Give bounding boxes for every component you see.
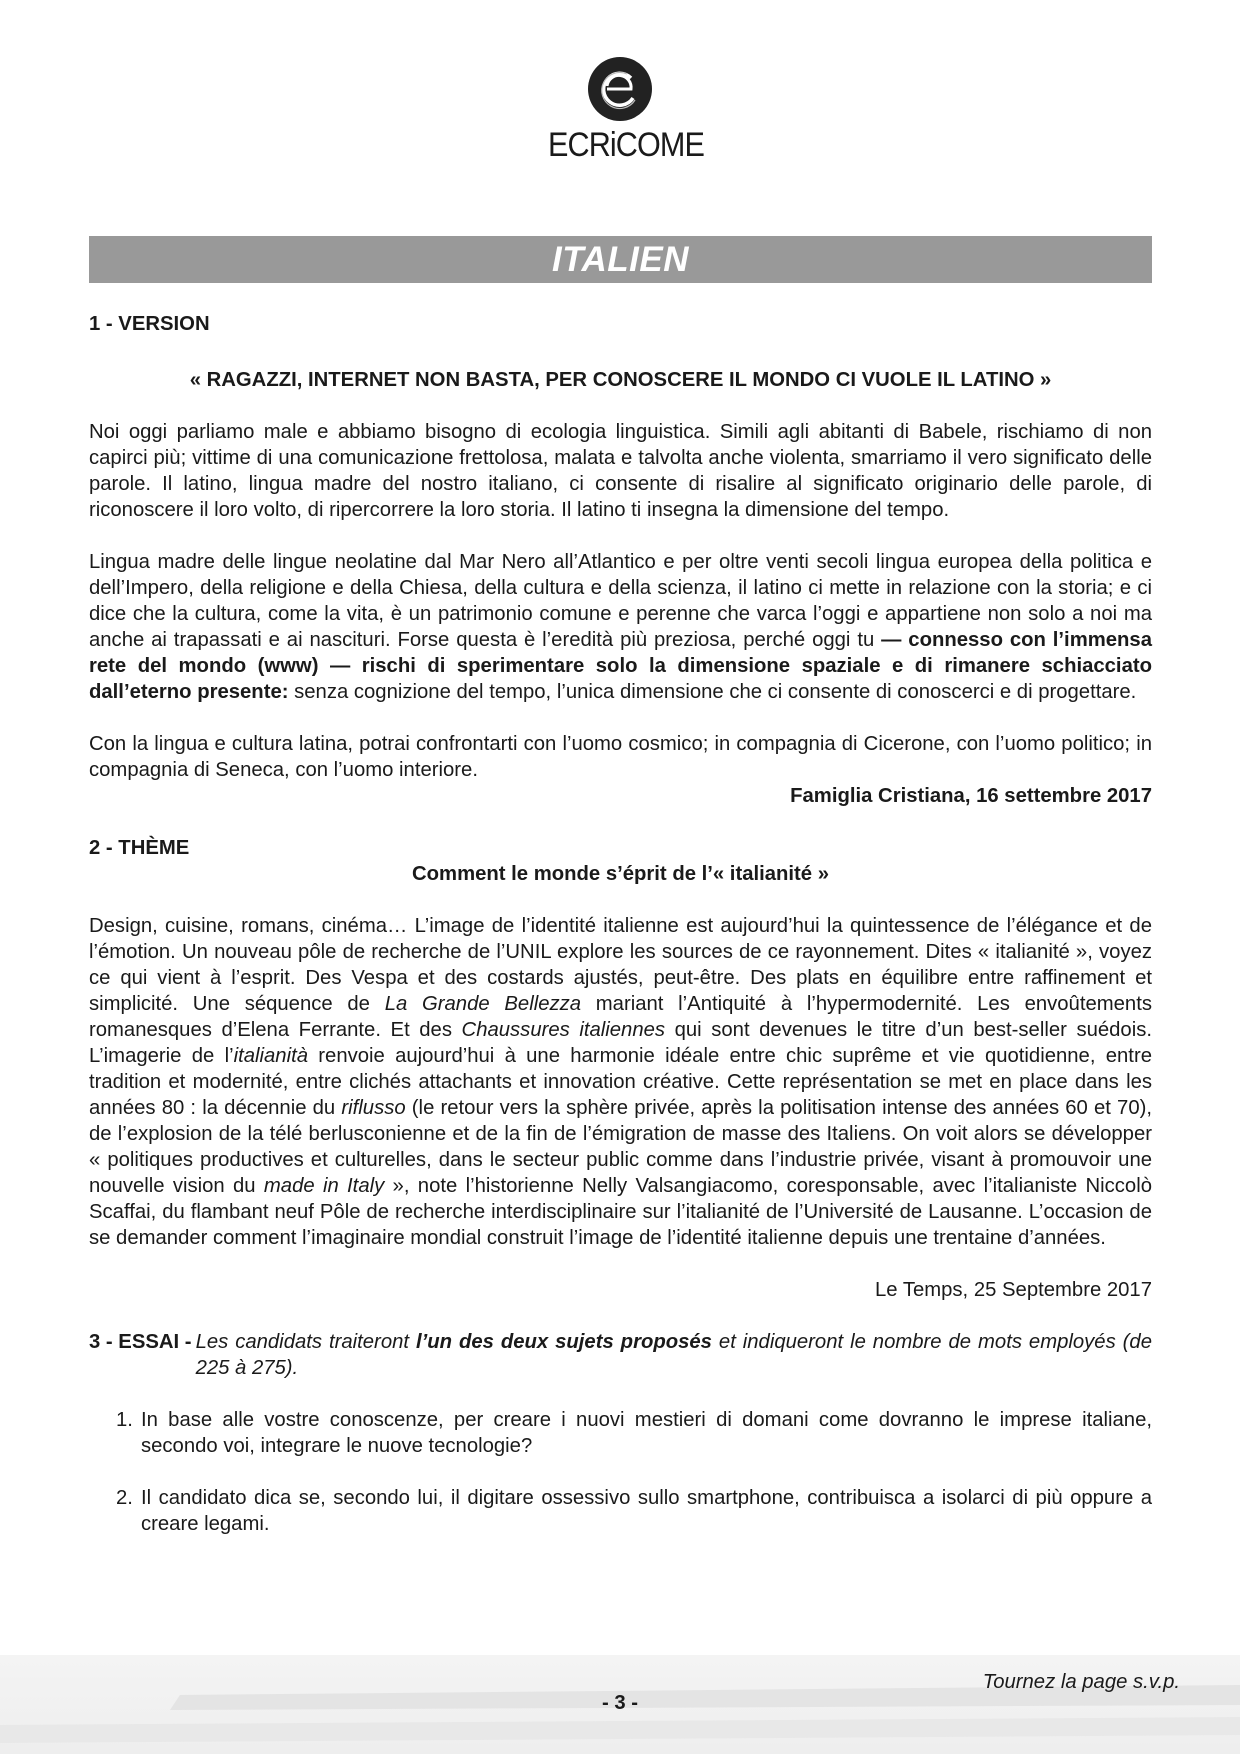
section-3-heading: 3 - ESSAI - bbox=[89, 1331, 192, 1353]
list-item bbox=[116, 1485, 1152, 1537]
p2-start: Lingua madre delle lingue neolatine dal Mar Nero all’Atlantico e per oltre venti secoli lingua europea della politica e dell’Impero, della religione e della Chiesa, della cultura e della scienza, il latino ci mette in relazione con la storia; e ci dice che la cultura, come la vita, è un patrimonio comune e perenne che varca l’oggi e appartiene non solo a noi ma anche ai trapassati e ai nascituri. Forse questa è l’eredità più preziosa, perché oggi tu bbox=[89, 551, 1152, 651]
list-item-text: Il candidato dica se, secondo lui, il digitare ossessivo sullo smartphone, contribuisca a isolarci di più oppure a creare legami. bbox=[141, 1487, 1152, 1535]
section-2-heading: 2 - THÈME bbox=[89, 837, 190, 859]
ecricome-logo bbox=[540, 56, 705, 165]
theme-text: Design, cuisine, romans, cinéma… L’image de l’identité italienne est aujourd’hui la quintessence de l’élégance et de l’émotion. Un nouveau pôle de recherche de l’UNIL explore les sources de ce rayonnement. Dites « italianité », voyez ce qui vient à l’esprit. Des Vespa et des costards ajustés, peut-être. Des plats en équilibre entre raffinement et simplicité. Une séquence de bbox=[89, 915, 1152, 1015]
page-number: - 3 - bbox=[601, 1692, 639, 1714]
essay-instruction-text bbox=[196, 1329, 1152, 1381]
instr-c: et indiqueront le nombre de mots employés (de 225 à 275). bbox=[195, 1331, 1152, 1379]
list-item-number: 1. bbox=[116, 1409, 133, 1431]
section-1-title: « RAGAZZI, INTERNET NON BASTA, PER CONOSCERE IL MONDO CI VUOLE IL LATINO » bbox=[189, 369, 1052, 391]
version-paragraph-2 bbox=[89, 549, 1152, 705]
section-2-title: Comment le monde s’éprit de l’« italianité » bbox=[412, 863, 829, 885]
p2-end: senza cognizione del tempo, l’unica dimensione che ci consente di conoscerci e di progettare. bbox=[288, 681, 1137, 703]
version-paragraph-1: Noi oggi parliamo male e abbiamo bisogno di ecologia linguistica. Simili agli abitanti di Babele, rischiamo di non capirci più; vittime di una comunicazione frettolosa, malata e talvolta anche violenta, smarriamo il vero significato delle parole. Il latino, lingua madre del nostro italiano, ci consente di risalire al significato originario delle parole, di riconoscere il loro volto, di ripercorrere la loro storia. Il latino ti insegna la dimensione del tempo. bbox=[89, 421, 1152, 521]
theme-source: Le Temps, 25 Septembre 2017 bbox=[875, 1279, 1152, 1301]
essay-instructions bbox=[89, 1329, 1152, 1381]
subject-title: ITALIEN bbox=[551, 239, 689, 279]
list-item-number: 2. bbox=[116, 1487, 133, 1509]
theme-text: qui sont devenues le titre d’un best-seller suédois. L’imagerie de l’ bbox=[89, 1019, 1152, 1067]
theme-text: mariant l’Antiquité à l’hypermodernité. Les envoûtements romanesques d’Elena Ferrante. Et des bbox=[89, 993, 1152, 1041]
theme-text: », note l’historienne Nelly Valsangiacomo, coresponsable, avec l’italianiste Niccolò Scaffai, du flambant neuf Pôle de recherche interdisciplinaire sur l’italianité de l’Université de Lausanne. L’occasion de se demander comment l’imaginaire mondial construit l’image de l’identité italienne depuis une trentaine d’années. bbox=[89, 1175, 1152, 1249]
exam-content bbox=[89, 311, 1152, 1537]
list-item-text: In base alle vostre conoscenze, per creare i nuovi mestieri di domani come dovranno le imprese italiane, secondo voi, integrare le nuove tecnologie? bbox=[141, 1409, 1152, 1457]
theme-italic: La Grande Bellezza bbox=[384, 993, 582, 1015]
ecricome-emblem-icon bbox=[587, 56, 653, 122]
list-item bbox=[116, 1407, 1152, 1459]
theme-text: (le retour vers la sphère privée, après la politisation intense des années 60 et 70), de l’explosion de la télé berlusconienne et de la fin de l’émigration de masse des Italiens. On voit alors se développer « politiques productives et culturelles, dans le secteur public comme dans l’industrie privée, visant à promouvoir une nouvelle vision du bbox=[89, 1097, 1152, 1197]
instr-a: Les candidats traiteront bbox=[195, 1331, 416, 1353]
theme-italic: riflusso bbox=[341, 1097, 406, 1119]
essay-topics bbox=[89, 1407, 1152, 1537]
version-paragraph-3: Con la lingua e cultura latina, potrai confrontarti con l’uomo cosmico; in compagnia di Cicerone, con l’uomo politico; in compagnia di Seneca, con l’uomo interiore. bbox=[89, 733, 1152, 781]
theme-text: renvoie aujourd’hui à une harmonie idéale entre chic suprême et vie quotidienne, entre tradition et modernité, entre clichés attachants et innovation créative. Cette représentation se met en place dans les années 80 : la décennie du bbox=[89, 1045, 1152, 1119]
subject-title-bar bbox=[89, 236, 1152, 283]
version-source: Famiglia Cristiana, 16 settembre 2017 bbox=[790, 785, 1152, 807]
turn-page-note: Tournez la page s.v.p. bbox=[982, 1671, 1180, 1693]
section-1-heading: 1 - VERSION bbox=[89, 313, 210, 335]
theme-paragraph bbox=[89, 913, 1152, 1251]
p2-bold: — connesso con l’immensa rete del mondo (www) — rischi di sperimentare solo la dimensione spaziale e di rimanere schiacciato dall’eterno presente: bbox=[89, 629, 1152, 703]
theme-italic: made in Italy bbox=[263, 1175, 385, 1197]
instr-b: l’un des deux sujets proposés bbox=[415, 1331, 712, 1353]
theme-italic: italianità bbox=[233, 1045, 308, 1067]
logo-wordmark: ECRiCOME bbox=[548, 126, 705, 164]
theme-italic: Chaussures italiennes bbox=[461, 1019, 666, 1041]
